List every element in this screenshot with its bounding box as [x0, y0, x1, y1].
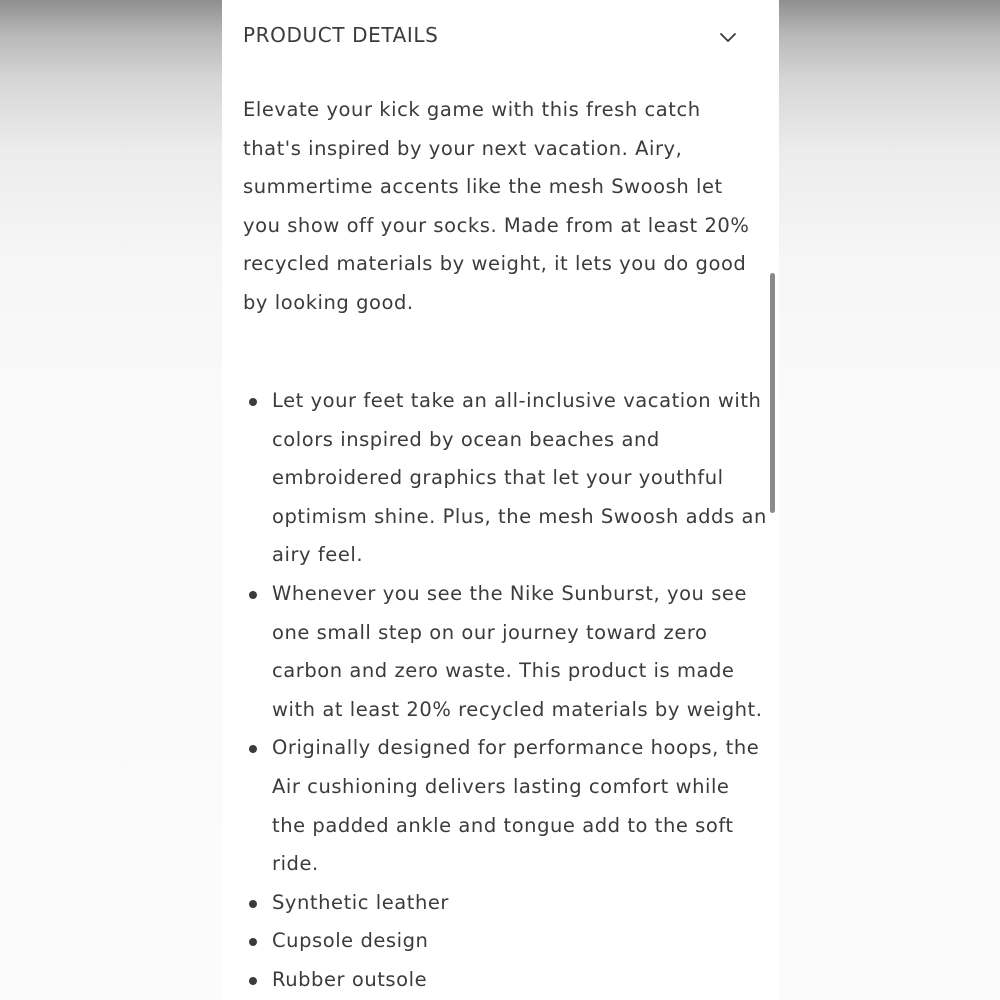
- feature-item: [243, 884, 768, 923]
- feature-item: [243, 575, 768, 729]
- feature-item: [243, 729, 768, 883]
- chevron-down-icon[interactable]: [718, 28, 738, 48]
- scrollbar-thumb[interactable]: [770, 273, 775, 513]
- bullet-icon: [249, 977, 257, 985]
- product-details-header[interactable]: [222, 0, 779, 72]
- section-title: PRODUCT DETAILS: [243, 23, 439, 47]
- feature-text: Synthetic leather: [272, 890, 449, 914]
- bullet-icon: [249, 398, 257, 406]
- feature-text: Let your feet take an all-inclusive vacation with colors inspired by ocean beaches and embroidered graphics that let your youthful optimism shine. Plus, the mesh Swoosh adds an airy feel.: [272, 389, 767, 567]
- feature-item: [243, 382, 768, 575]
- feature-text: Cupsole design: [272, 929, 429, 953]
- right-backdrop: [779, 0, 1000, 1000]
- product-details-panel: [222, 0, 779, 1000]
- feature-text: Whenever you see the Nike Sunburst, you see one small step on our journey toward zero carbon and zero waste. This product is made with at least 20% recycled materials by weight.: [272, 581, 763, 721]
- bullet-icon: [249, 900, 257, 908]
- feature-item: [243, 922, 768, 961]
- bullet-icon: [249, 591, 257, 599]
- feature-item: [243, 961, 768, 1000]
- product-description: Elevate your kick game with this fresh catch that's inspired by your next vacation. Airy, summertime accents like the mesh Swoosh let you show off your socks. Made from at least 20% recycled materials by weight, it lets you do good by looking good.: [243, 98, 750, 314]
- bullet-icon: [249, 938, 257, 946]
- feature-text: Rubber outsole: [272, 967, 428, 991]
- bullet-icon: [249, 745, 257, 753]
- feature-text: Originally designed for performance hoops, the Air cushioning delivers lasting comfort while the padded ankle and tongue add to the soft ride.: [272, 736, 760, 876]
- feature-list: [243, 382, 768, 1000]
